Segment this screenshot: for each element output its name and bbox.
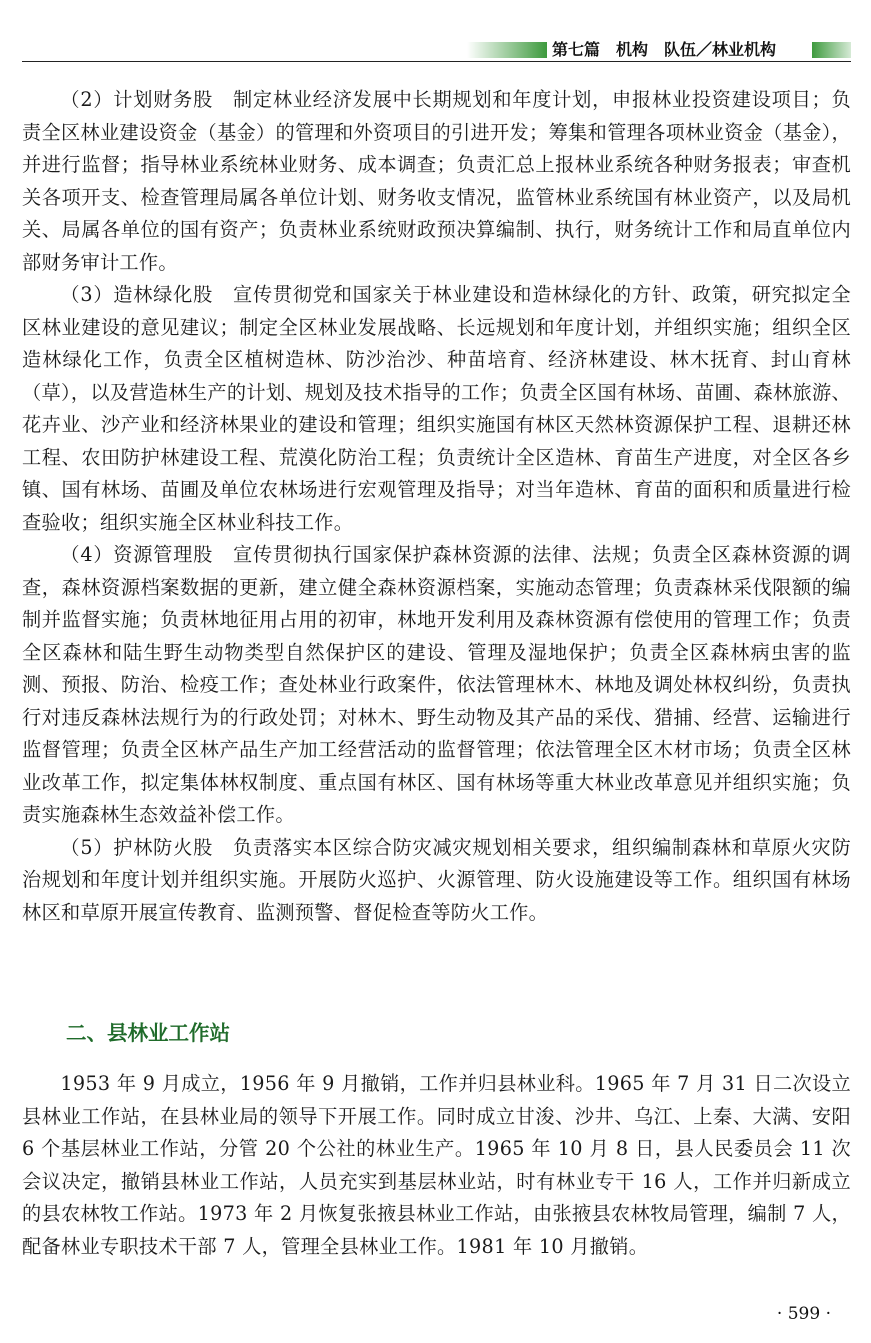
paragraph-forestry-station-history: 1953 年 9 月成立，1956 年 9 月撤销，工作并归县林业科。1965 年 7 月 31 日二次设立县林业工作站，在县林业局的领导下开展工作。同时成立甘浚、沙井、乌江、上秦、大满、安阳 6 个基层林业工作站，分管 20 个公社的林业生产。1965 年 10 月 8 日，县人民委员会 11 次会议决定，撤销县林业工作站，人员充实到基层林业站，时有林业专干 16 人，工作并归新成立的县农林牧工作站。1973 年 2 月恢复张掖县林业工作站，由张掖县农林牧局管理，编制 7 人，配备林业专职技术干部 7 人，管理全县林业工作。1981 年 10 月撤销。 xyxy=(22,1072,851,1258)
header-rule xyxy=(22,61,851,62)
main-text xyxy=(22,84,851,929)
header-green-bar-right xyxy=(812,42,851,58)
paragraph-finance-section: （2）计划财务股 制定林业经济发展中长期规划和年度计划，申报林业投资建设项目；负责全区林业建设资金（基金）的管理和外资项目的引进开发；筹集和管理各项林业资金（基金），并进行监督；指导林业系统林业财务、成本调查；负责汇总上报林业系统各种财务报表；审查机关各项开支、检查管理局属各单位计划、财务收支情况，监管林业系统国有林业资产，以及局机关、局属各单位的国有资产；负责林业系统财政预决算编制、执行，财务统计工作和局直单位内部财务审计工作。 xyxy=(22,88,851,274)
paragraph-resource-management-section: （4）资源管理股 宣传贯彻执行国家保护森林资源的法律、法规；负责全区森林资源的调查，森林资源档案数据的更新，建立健全森林资源档案，实施动态管理；负责森林采伐限额的编制并监督实施；负责林地征用占用的初审，林地开发利用及森林资源有偿使用的管理工作；负责全区森林和陆生野生动物类型自然保护区的建设、管理及湿地保护；负责全区森林病虫害的监测、预报、防治、检疫工作；查处林业行政案件，依法管理林木、林地及调处林权纠纷，负责执行对违反森林法规行为的行政处罚；对林木、野生动物及其产品的采伐、猎捕、经营、运输进行监督管理；负责全区林产品生产加工经营活动的监督管理；依法管理全区木材市场；负责全区林业改革工作，拟定集体林权制度、重点国有林区、国有林场等重大林业改革意见并组织实施；负责实施森林生态效益补偿工作。 xyxy=(22,543,851,826)
page-number: · 599 · xyxy=(776,1304,831,1324)
section-heading: 二、县林业工作站 xyxy=(66,1021,230,1045)
page-header xyxy=(22,40,851,62)
section-text xyxy=(22,1068,851,1263)
header-green-bar-left xyxy=(467,42,547,58)
running-header-title: 第七篇 机构 队伍／林业机构 xyxy=(552,40,777,59)
paragraph-afforestation-section: （3）造林绿化股 宣传贯彻党和国家关于林业建设和造林绿化的方针、政策，研究拟定全区林业建设的意见建议；制定全区林业发展战略、长远规划和年度计划，并组织实施；组织全区造林绿化工作，负责全区植树造林、防沙治沙、种苗培育、经济林建设、林木抚育、封山育林（草），以及营造林生产的计划、规划及技术指导的工作；负责全区国有林场、苗圃、森林旅游、花卉业、沙产业和经济林果业的建设和管理；组织实施国有林区天然林资源保护工程、退耕还林工程、农田防护林建设工程、荒漠化防治工程；负责统计全区造林、育苗生产进度，对全区各乡镇、国有林场、苗圃及单位农林场进行宏观管理及指导；对当年造林、育苗的面积和质量进行检查验收；组织实施全区林业科技工作。 xyxy=(22,283,851,534)
paragraph-fire-prevention-section: （5）护林防火股 负责落实本区综合防灾减灾规划相关要求，组织编制森林和草原火灾防治规划和年度计划并组织实施。开展防火巡护、火源管理、防火设施建设等工作。组织国有林场林区和草原开展宣传教育、监测预警、督促检查等防火工作。 xyxy=(22,835,851,924)
